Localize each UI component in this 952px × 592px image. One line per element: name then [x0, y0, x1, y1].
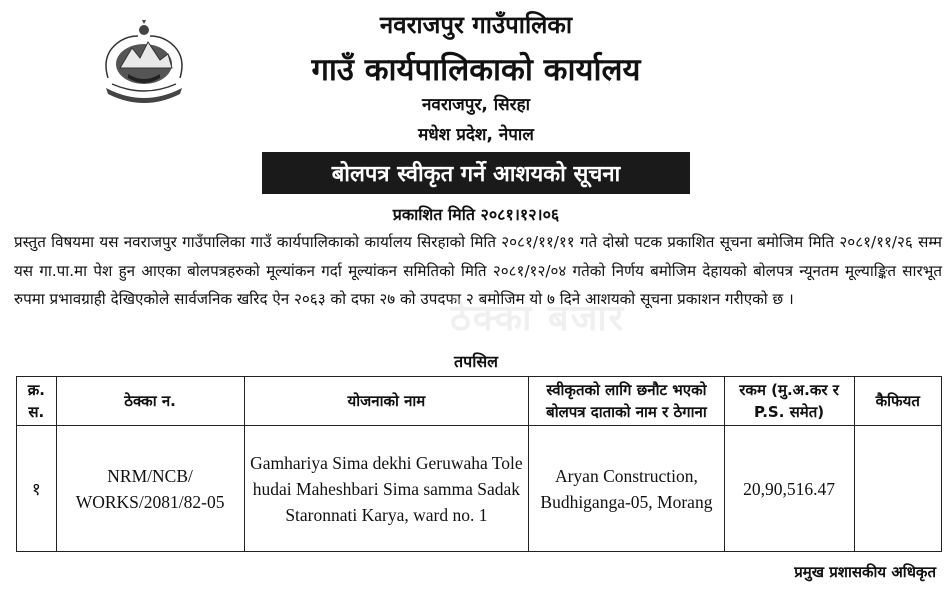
col-serial: क्र. स. — [17, 377, 57, 426]
cell-project-name: Gamhariya Sima dekhi Geruwaha Tole hudai Maheshbari Sima samma Sadak Staronnati Karya, ward no. 1 — [244, 426, 529, 552]
signature: प्रमुख प्रशासकीय अधिकृत — [794, 563, 936, 581]
office-name: गाउँ कार्यपालिकाको कार्यालय — [311, 52, 641, 88]
municipality-name: नवराजपुर गाउँपालिका — [379, 11, 573, 39]
col-bidder: स्वीकृतको लागि छनौट भएको बोलपत्र दाताको नाम र ठेगाना — [529, 377, 724, 426]
cell-contract-no: NRM/NCB/ WORKS/2081/82-05 — [56, 426, 244, 552]
col-remarks: कैफियत — [854, 377, 941, 426]
cell-serial: १ — [17, 426, 57, 552]
address-line-1: नवराजपुर, सिरहा — [421, 95, 531, 115]
table-header-row — [17, 377, 942, 426]
col-amount: रकम (मु.अ.कर र P.S. समेत) — [724, 377, 854, 426]
cell-bidder: Aryan Construction, Budhiganga-05, Morang — [529, 426, 724, 552]
tender-table — [16, 376, 942, 552]
notice-body: प्रस्तुत विषयमा यस नवराजपुर गाउँपालिका गाउँ कार्यपालिकाको कार्यालय सिरहाको मिति २०८१/११/११ गते दोस्रो पटक प्रकाशित सूचना बमोजिम मिति २०८१/११/२६ सम्म यस गा.पा.मा पेश हुन आएका बोलपत्रहरुको मूल्यांकन गर्दा मूल्यांकन समितिको मिति २०८१/१२/०४ गतेको निर्णय बमोजिम देहायको बोलपत्र न्यूनतम मूल्याङ्कित सारभूत रुपमा प्रभावग्राही देखिएकोले सार्वजनिक खरिद ऐन २०६३ को दफा २७ को उपदफा २ बमोजिम यो ७ दिने आशयको सूचना प्रकाशन गरीएको छ । — [14, 233, 943, 308]
col-project-name: योजनाको नाम — [244, 377, 529, 426]
notice-title: बोलपत्र स्वीकृत गर्ने आशयको सूचना — [262, 152, 690, 194]
cell-remarks — [854, 426, 941, 552]
watermark: ठेक्का बजार — [450, 298, 626, 339]
table-row — [17, 426, 942, 552]
table-heading: तपसिल — [453, 352, 499, 371]
col-contract-no: ठेक्का न. — [56, 377, 244, 426]
cell-amount: 20,90,516.47 — [724, 426, 854, 552]
address-line-2: मधेश प्रदेश, नेपाल — [418, 125, 534, 145]
published-date: प्रकाशित मिति २०८१।१२।०६ — [392, 205, 560, 224]
